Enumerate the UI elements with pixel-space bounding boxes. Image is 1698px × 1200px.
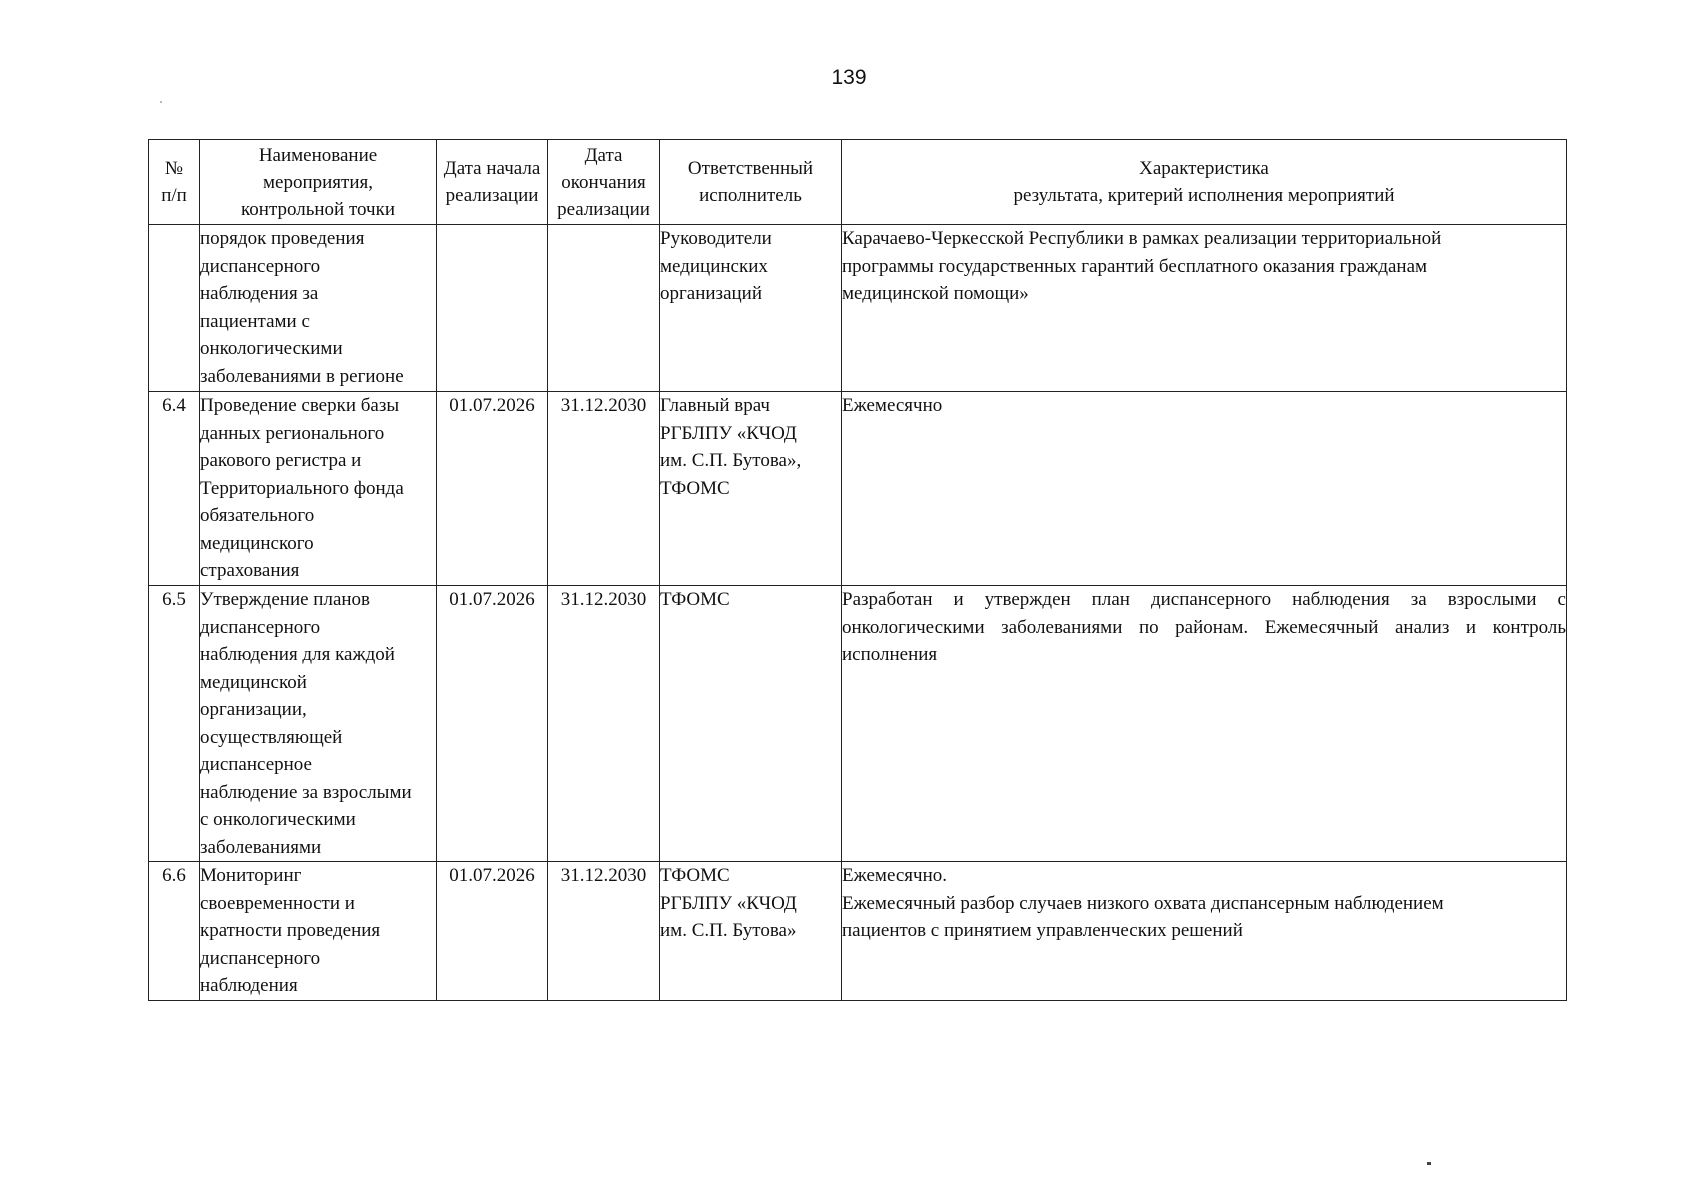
table-header-row [149, 140, 1567, 225]
row-start-date: 01.07.2026 [437, 862, 548, 1001]
row-name: Утверждение планов диспансерного наблюдения для каждой медицинской организации, осуществляющей диспансерное наблюдение за взрослыми с онкологическими заболеваниями [200, 586, 437, 862]
row-num: 6.6 [149, 862, 200, 1001]
header-name: Наименование мероприятия, контрольной точки [200, 140, 437, 225]
row-responsible: ТФОМС РГБЛПУ «КЧОД им. С.П. Бутова» [660, 862, 842, 1001]
row-start-date: 01.07.2026 [437, 586, 548, 862]
activities-table [148, 139, 1567, 1001]
row-num [149, 225, 200, 392]
row-end-date: 31.12.2030 [548, 586, 660, 862]
row-end-date: 31.12.2030 [548, 392, 660, 586]
row-name: порядок проведения диспансерного наблюдения за пациентами с онкологическими заболеваниями в регионе [200, 225, 437, 392]
row-name: Мониторинг своевременности и кратности проведения диспансерного наблюдения [200, 862, 437, 1001]
table-row [149, 862, 1567, 1001]
page-number: 139 [831, 66, 867, 89]
header-num: № п/п [149, 140, 200, 225]
row-result: Ежемесячно [842, 392, 1567, 586]
row-result: Ежемесячно. Ежемесячный разбор случаев низкого охвата диспансерным наблюдением пациентов с принятием управленческих решений [842, 862, 1567, 1001]
scan-speck [1427, 1162, 1431, 1165]
table-row [149, 392, 1567, 586]
row-end-date: 31.12.2030 [548, 862, 660, 1001]
table-row [149, 586, 1567, 862]
row-result: Разработан и утвержден план диспансерного наблюдения за взрослыми с онкологическими заболеваниями по районам. Ежемесячный анализ и контроль исполнения [842, 586, 1567, 862]
row-start-date: 01.07.2026 [437, 392, 548, 586]
row-end-date [548, 225, 660, 392]
row-num: 6.5 [149, 586, 200, 862]
scan-speck [160, 101, 162, 103]
header-responsible: Ответственный исполнитель [660, 140, 842, 225]
row-num: 6.4 [149, 392, 200, 586]
row-name: Проведение сверки базы данных регионального ракового регистра и Территориального фонда обязательного медицинского страхования [200, 392, 437, 586]
header-result: Характеристика результата, критерий исполнения мероприятий [842, 140, 1567, 225]
header-start-date: Дата начала реализации [437, 140, 548, 225]
row-result: Карачаево-Черкесской Республики в рамках реализации территориальной программы государственных гарантий бесплатного оказания гражданам медицинской помощи» [842, 225, 1567, 392]
row-responsible: Руководители медицинских организаций [660, 225, 842, 392]
row-responsible: ТФОМС [660, 586, 842, 862]
table-row [149, 225, 1567, 392]
header-end-date: Дата окончания реализации [548, 140, 660, 225]
row-responsible: Главный врач РГБЛПУ «КЧОД им. С.П. Бутова», ТФОМС [660, 392, 842, 586]
row-start-date [437, 225, 548, 392]
